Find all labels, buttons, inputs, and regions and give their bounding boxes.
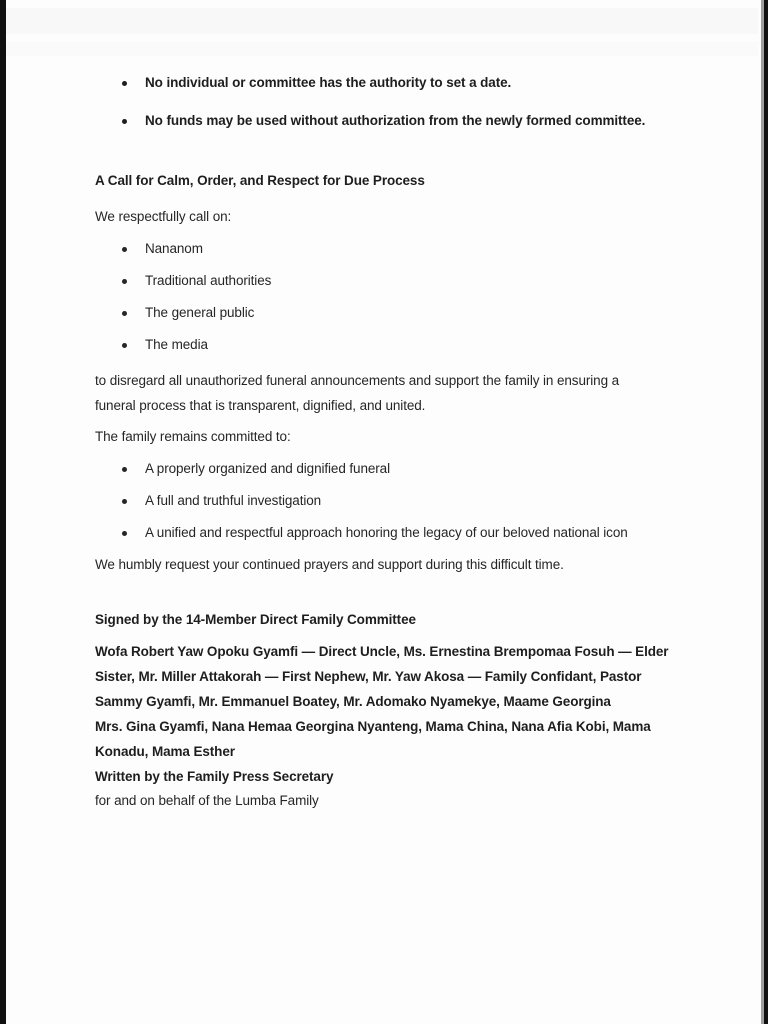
list-item: A properly organized and dignified funeral: [95, 458, 718, 480]
list-item: No funds may be used without authorization from the newly formed committee.: [95, 110, 718, 132]
call-bullet-list: [95, 238, 718, 356]
on-behalf-text: for and on behalf of the Lumba Family: [95, 793, 319, 808]
committee-names-paragraph: [95, 639, 718, 764]
paragraph-line: Wofa Robert Yaw Opoku Gyamfi — Direct Uncle, Ms. Ernestina Brempomaa Fosuh — Elder: [95, 644, 669, 659]
list-item: The general public: [95, 302, 718, 324]
commitment-bullet-list: [95, 458, 718, 544]
call-outro-paragraph: [95, 368, 718, 418]
list-item: Traditional authorities: [95, 270, 718, 292]
list-item: A unified and respectful approach honoring the legacy of our beloved national icon: [95, 522, 718, 544]
prayers-request-paragraph: We humbly request your continued prayers and support during this difficult time.: [95, 557, 564, 572]
paragraph-line: Konadu, Mama Esther: [95, 744, 235, 759]
list-item: A full and truthful investigation: [95, 490, 718, 512]
paragraph-line: to disregard all unauthorized funeral announcements and support the family in ensuring a: [95, 373, 620, 388]
section-heading-call-for-calm: A Call for Calm, Order, and Respect for Due Process: [95, 173, 425, 188]
list-item: The media: [95, 334, 718, 356]
commitment-intro-text: The family remains committed to:: [95, 429, 291, 444]
photo-right-edge-bar: [761, 0, 768, 1024]
list-item: No individual or committee has the authority to set a date.: [95, 72, 718, 94]
paragraph-line: Sammy Gyamfi, Mr. Emmanuel Boatey, Mr. Adomako Nyamekye, Maame Georgina: [95, 694, 611, 709]
call-intro-text: We respectfully call on:: [95, 209, 232, 224]
paragraph-line: funeral process that is transparent, dignified, and united.: [95, 398, 426, 413]
paragraph-line: Mrs. Gina Gyamfi, Nana Hemaa Georgina Nyanteng, Mama China, Nana Afia Kobi, Mama: [95, 719, 651, 734]
written-by-heading: Written by the Family Press Secretary: [95, 769, 334, 784]
photo-left-edge-bar: [0, 0, 6, 1024]
list-item: Nananom: [95, 238, 718, 260]
signed-by-heading: Signed by the 14-Member Direct Family Committee: [95, 612, 416, 627]
paragraph-line: Sister, Mr. Miller Attakorah — First Nephew, Mr. Yaw Akosa — Family Confidant, Pastor: [95, 669, 642, 684]
rules-bullet-list: [95, 72, 718, 132]
